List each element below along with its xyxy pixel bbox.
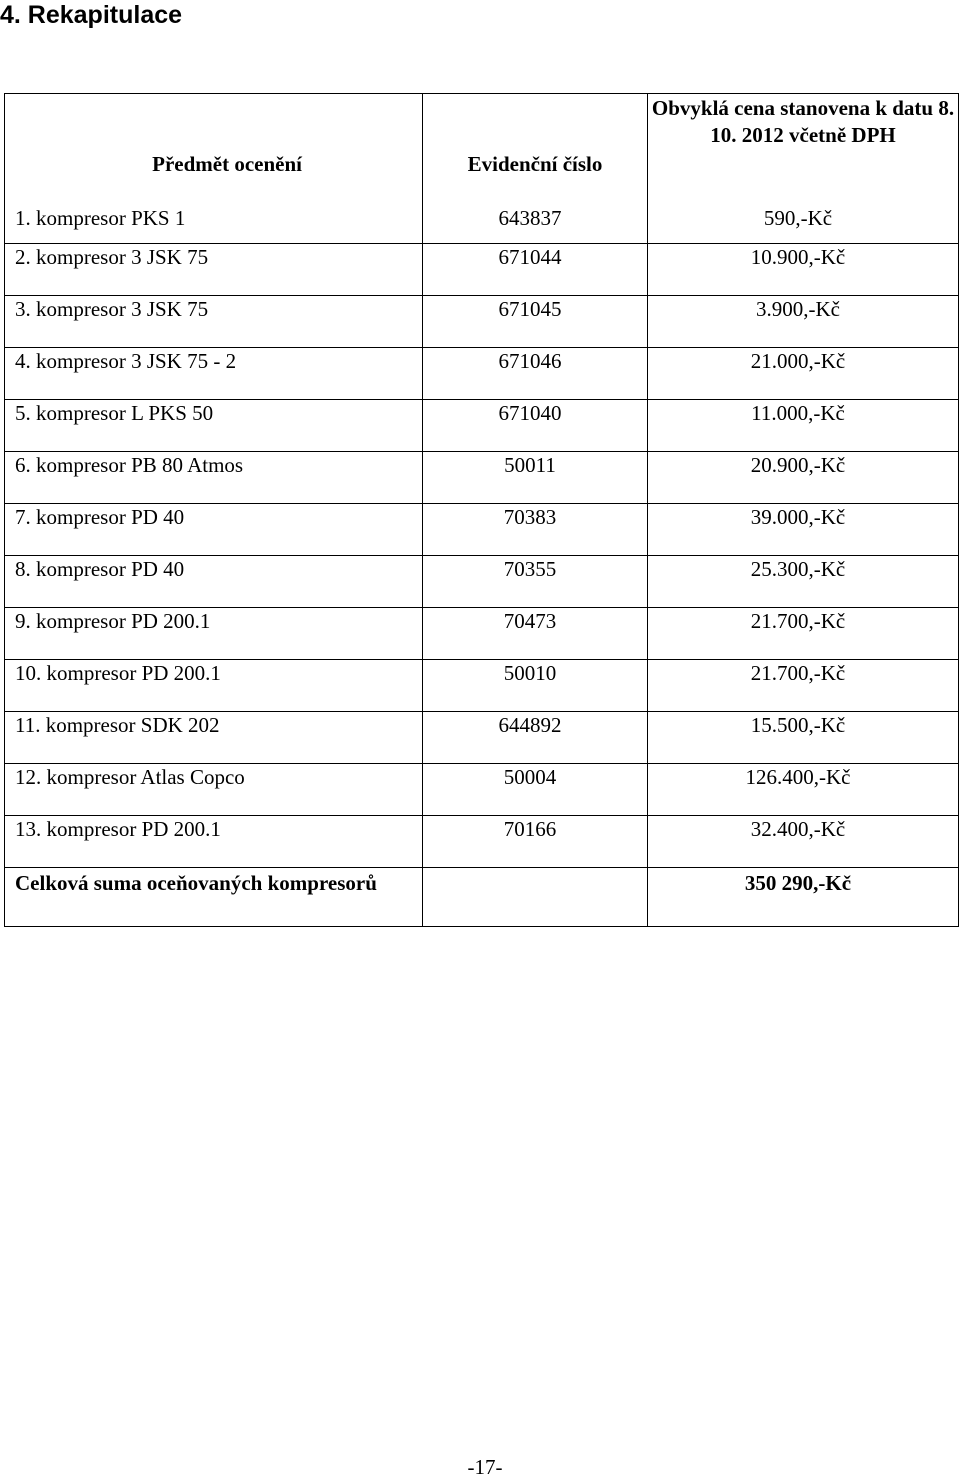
row-price: 21.700,-Kč: [648, 660, 959, 712]
row-item: 5. kompresor L PKS 50: [5, 400, 423, 452]
section-heading: 4. Rekapitulace: [0, 1, 183, 29]
row-evid: 671040: [423, 400, 648, 452]
row-price: 11.000,-Kč: [648, 400, 959, 452]
row-item: 7. kompresor PD 40: [5, 504, 423, 556]
table-row: [5, 660, 959, 712]
row-evid: 643837: [423, 205, 648, 244]
table-row: [5, 712, 959, 764]
row-price: 21.000,-Kč: [648, 348, 959, 400]
row-item: 12. kompresor Atlas Copco: [5, 764, 423, 816]
row-price: 21.700,-Kč: [648, 608, 959, 660]
table-row: [5, 244, 959, 296]
row-evid: 50011: [423, 452, 648, 504]
row-evid: 70166: [423, 816, 648, 868]
total-price: 350 290,-Kč: [648, 868, 959, 927]
row-price: 126.400,-Kč: [648, 764, 959, 816]
table-row: [5, 816, 959, 868]
table-row: [5, 348, 959, 400]
total-evid: [423, 868, 648, 927]
row-price: 10.900,-Kč: [648, 244, 959, 296]
row-item: 13. kompresor PD 200.1: [5, 816, 423, 868]
table-row: [5, 205, 959, 244]
table-row: [5, 452, 959, 504]
page-number: -17-: [467, 1455, 503, 1479]
row-evid: 70473: [423, 608, 648, 660]
row-price: 20.900,-Kč: [648, 452, 959, 504]
table-header-row: [5, 94, 959, 206]
row-price: 15.500,-Kč: [648, 712, 959, 764]
table-row: [5, 504, 959, 556]
row-evid: 671044: [423, 244, 648, 296]
row-evid: 50004: [423, 764, 648, 816]
table-row: [5, 296, 959, 348]
table-row: [5, 556, 959, 608]
row-item: 2. kompresor 3 JSK 75: [5, 244, 423, 296]
row-price: 25.300,-Kč: [648, 556, 959, 608]
table-row: [5, 400, 959, 452]
row-item: 4. kompresor 3 JSK 75 - 2: [5, 348, 423, 400]
row-price: 3.900,-Kč: [648, 296, 959, 348]
row-price: 32.400,-Kč: [648, 816, 959, 868]
row-item: 8. kompresor PD 40: [5, 556, 423, 608]
row-item: 9. kompresor PD 200.1: [5, 608, 423, 660]
row-item: 10. kompresor PD 200.1: [5, 660, 423, 712]
row-item: 1. kompresor PKS 1: [5, 205, 423, 244]
header-item: Předmět ocenění: [5, 94, 423, 206]
row-evid: 70355: [423, 556, 648, 608]
row-evid: 50010: [423, 660, 648, 712]
row-price: 39.000,-Kč: [648, 504, 959, 556]
row-item: 3. kompresor 3 JSK 75: [5, 296, 423, 348]
row-price: 590,-Kč: [648, 205, 959, 244]
table-row: [5, 608, 959, 660]
total-label: Celková suma oceňovaných kompresorů: [5, 868, 423, 927]
row-item: 11. kompresor SDK 202: [5, 712, 423, 764]
total-row: [5, 868, 959, 927]
row-evid: 644892: [423, 712, 648, 764]
row-evid: 70383: [423, 504, 648, 556]
recap-table: [4, 93, 959, 927]
header-evid: Evidenční číslo: [423, 94, 648, 206]
table-row: [5, 764, 959, 816]
row-evid: 671046: [423, 348, 648, 400]
header-price: Obvyklá cena stanovena k datu 8. 10. 2012 včetně DPH: [648, 94, 959, 206]
row-item: 6. kompresor PB 80 Atmos: [5, 452, 423, 504]
row-evid: 671045: [423, 296, 648, 348]
